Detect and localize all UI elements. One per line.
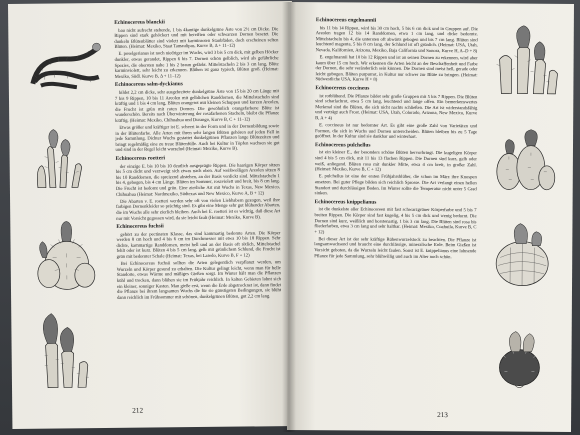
paragraph: E. pulchellus ist eine der ersten Frühjahrsblüher, die schon im März ihre Knospen ansetzen. Bei guter Pflege bilden sich reichlich Sprosse. Die Art verlangt einen hellen Standort und durchlässigen Boden. Im Winter sollte die Temperatur nicht unter 5 Grad sinken. (314, 173, 477, 196)
left-page (8, 1, 296, 429)
paragraph: Etwas größer und kräftiger ist E. scheeri in der Form und in der Dornenbildung sowie in der Blütenfarbe. Alle Arten mit ihren sehr langen Blüten gehören auf jeden Fall in jede Sammlung. Dichter Wuchs gestattet dunkelgrünen Pflanzen lange Blütezeiten und bringt regelmäßig eine zu treue Blütenfülle. Auch bei Kultur in Töpfen wachsen sie gut und sind in der Regel leicht wurzelnd (Heimat: Mexiko, Kurve B). (115, 123, 280, 153)
cactus-illustration-coccineus (487, 127, 559, 192)
paragraph: der einzige E. bis 10 bis 10 deutlich ausgeprägte Rippen. Die haarigen Körper sitzen bis 5 cm dicht und verzweigt sich etwas nach oben. Auf weißwolligen Areolen sitzen 8 bis 10 Randdornen, die spreizend abstehen, an der Basis verdickt sind. Mittelstacheln 1 bis 4, gebogen, bis 4 cm Länge. Blüten im Sommer, rosaviolett und breit, bis 8 cm lang. Die Frucht ist bedornt und grün. Eine zierliche Art mit Wuchs in Texas, New Mexico, Chihuahua (Heimat: Nordmexiko, Südtexas und New Mexico, Kurve A, B + 12) (115, 161, 280, 197)
paragraph: bis 11 bis 14 Rippen, wird bis 30 cm hoch, 5 bis 6 cm dick und in Gruppen auf. Die Areolen tragen 12 bis 14 Randdornen, etwa 1 cm lang, und dicke bedornte. Mittelstacheln bis 4, die untersten oft abwärts gebogen und bis 7 cm lang. Blüten sind leuchtend magenta, 5 bis 8 cm lang, der Schlund ist oft grünlich. (Heimat: USA, Utah, Nevada, Kalifornien, Arizona, Mexiko, Baja California und Sonora, Kurve H, A–D + 8) (315, 24, 478, 54)
cactus-illustration-pulchellus (486, 217, 559, 290)
heading-section-1: Echinocereus engelmannii (315, 17, 377, 24)
heading-section-3: Echinocereus roetteri (115, 155, 166, 162)
paragraph: gehört zu der pectinaten Klasse, das sind kammartig bedornte Arten. Die Körper werden 8 cm hoch und 4 bis 6 cm im Durchmesser mit etwa 10 bis 18 Rippen. Sehr dichte, kammartige Randdornen, meist hell und an der Basis oft rötlich, Mittelstachel fehlt oder ist kurz. Blüten 4 bis 5 cm lang, gelb mit grünlichem Schlund, die Frucht ist grün mit bedornter Schale (Heimat: Texas, bei Laredo, Kurve B, F + 12) (116, 229, 281, 259)
cactus-illustration-roetteri (28, 217, 103, 292)
paragraph: Die Abarten v. E. roetteri werden sehr oft von vielen Liebhabern gezogen, weil ihre farbigen Dornenkleider so prächtig sind. Es gibt eine Menge sehr gut blühender Abarten, die im Wuchs alle sehr zierlich bleiben. Auch bei E. roetteri ist es wichtig, daß diese Art nur mit Vorsicht gegossen wird, da sie leicht fault (Heimat: Mexiko, Kurve B). (116, 196, 281, 221)
heading-section-4: Echinocereus fuchsii (116, 223, 164, 230)
cactus-illustration-engelmannii (487, 25, 565, 96)
paragraph: E. engelmannii hat 10 bis 12 Rippen und ist an seinen Dornen zu erkennen, wird aber kaum über 15 cm hoch. Wir erkennen die Arten leicht an der Beschaffenheit und Farbe der Dornen, die sehr veränderlich sein können. Die Dornen sind meist hell, gerade oder leicht gebogen. Blüten purpurrot, in Kultur nur schwer zur Blüte zu bringen. (Heimat: Südwestliche USA, Kurve H + 8) (315, 54, 478, 83)
paragraph: ist die dunkelste aller Echinocereen mit fast schwarzgrüner Körperfarbe und 5 bis 7 breiten Rippen. Die Körper sind fast kugelig, 4 bis 5 cm dick und wenig bedornt. Die Dornen sind kurz, weißlich und borstenartig, 1 bis 3 cm lang. Die Blüten sind rosa bis fliederfarben, etwa 3 cm lang und sehr haltbar. (Heimat: Mexiko, Coahuila, Kurve B, C + 12) (314, 206, 477, 234)
paragraph: bau nicht aufrecht stehende, 1 bis 4kantige dunkelgrüne Äste von 2½ cm Dicke. Die Rippen sind stark gehöckert und mit bereiften oder schwarzen Dornen besetzt. Die dunkeln Blütenblätter sind violett mit karminroten Staubfäden, doch erscheinen selten Blüten. (Heimat: Mexiko, Staat Tamaulipas, Kurve B, Δ + 11–12) (114, 25, 279, 50)
paragraph: E. poselgerianus ist noch niedriger im Wuchs, wird 3 bis 5 cm dick, mit gelben Höcker dunkler, etwas gerandet, Rippen 6 bis 7. Dornen schön gelblich, wird als gefährliche Spezies, die obersten nahe 1 bis 2 braun gefärbt. Mittelstacheln 2 bis 3 cm lang, Blüte karminviolett, sehr leicht zu erkennen. Blühen ist ganz typisch, Blüten groß. (Heimat: Mexiko, Südl. Kurve B, Δ + 11–12) (114, 49, 279, 79)
left-text-column (114, 15, 281, 302)
paragraph: E. coccineus ist nur bedornter Art. Es gibt eine große Zahl von Varietäten und Formen, die sich in Wuchs und Dornen unterscheiden. Blüten bleiben bis zu 5 Tage geöffnet. In der Kultur sind sie dankbar und winterhart. (315, 122, 478, 140)
cactus-illustration-salm-dyckianus (27, 127, 100, 190)
heading-section-1: Echinocereus blanckii (114, 19, 165, 26)
paragraph: Bei dieser Art ist der sehr kräftige Rübenwurzelstock zu beachten. Die Pflanze ist langsamwachsend und braucht eine durchlässige, mineralische Erde. Beim Gießen ist Vorsicht geboten, da die Wurzeln leicht faulen. Sonst ist E. knippelianus eine lohnende Pflanze für jede Sammlung, sehr blühwillig und auch im Alter noch schön. (314, 235, 477, 259)
paragraph: Bei Echinocereus fuchsii sollten die Arten gelegentlich verpflanzt werden, um Wurzeln und Körper gesund zu erhalten. Die Kultur gelingt leicht, wenn man für helle Standorte, etwas Wärme und mäßiges Gießen sorgt. Im Winter hält man die Pflanzen kühl und trocken, dann blühen sie im Frühjahr reichlich. In kalten Gebieten lohnt sich ein kleiner, sonniger Kasten. Man gieße erst, wenn die Erde abgetrocknet ist, dann findet die Pflanze bei ihrem langsamen Wuchs die für sie günstigsten Bedingungen, sie blüht dann reichlich im Frühsommer mit schönen, dunkelgrünen Blüten, gut 2,2 cm lang. (116, 259, 282, 300)
right-text-column (314, 14, 478, 261)
paragraph: bildet 2,2 cm dicke, sehr ausgebreitete dunkelgrüne Äste von 15 bis 20 cm Länge mit 7 bis 9 Rippen, 10 bis 11 Areolen mit gelblichen Randdornen, die Mittelstacheln sind kräftig und 1 bis 4 cm lang, Blüten orangerot mit kleinen Schuppen und kurzen Areolen, die Frucht ist grün mit roten Dornen. Die gewöhnlich orangefarbene Blüte ist wunderschön. Bereits nach Überwinterung der rosafarbenen Stacheln, bleibt die Pflanze kräftig. (Heimat: Mexiko, Chihuahua und Durango, Kurve B, C + 11–12) (114, 88, 280, 123)
paragraph: ist ein kleiner E., der besonders schöne Blüten hervorbringt. Die kugeligen Körper sind 4 bis 5 cm dick, mit 11 bis 13 flachen Rippen. Die Dornen sind kurz, gelb oder weiß, anliegend. Blüten rosa mit dunkler Mitte, etwa 4 cm breit, in großer Zahl. (Heimat: Mexiko, Kurve B, C + 12) (314, 149, 477, 172)
book-gutter-shadow (282, 2, 296, 432)
cactus-illustration-knippelianus (485, 321, 557, 390)
right-page (287, 2, 574, 432)
page-number: 213 (437, 411, 448, 420)
heading-section-2: Echinocereus salm-dyckianus (114, 81, 183, 89)
heading-section-3: Echinocereus pulchellus (314, 142, 371, 149)
cactus-illustration-blanckii (26, 37, 103, 90)
heading-section-4: Echinocereus knippelianus (314, 198, 377, 206)
paragraph: ist rotblühend. Die Pflanze bildet sehr große Gruppen mit 5 bis 7 Rippen. Die Blüten sind scharlachrot, etwa 5 cm lang, leuchtend und lange offen. Ein bemerkenswertes Merkmal sind die Blüten, die sich nicht nachts schließen. Die Art ist widerstandsfähig und verträgt auch Frost. (Heimat: USA, Utah, Colorado, Arizona, New Mexico, Kurve B, A + 4) (315, 92, 478, 121)
heading-section-2: Echinocereus coccineus (315, 85, 370, 92)
page-number: 212 (132, 406, 144, 415)
cactus-illustration-fuchsii (29, 307, 102, 390)
